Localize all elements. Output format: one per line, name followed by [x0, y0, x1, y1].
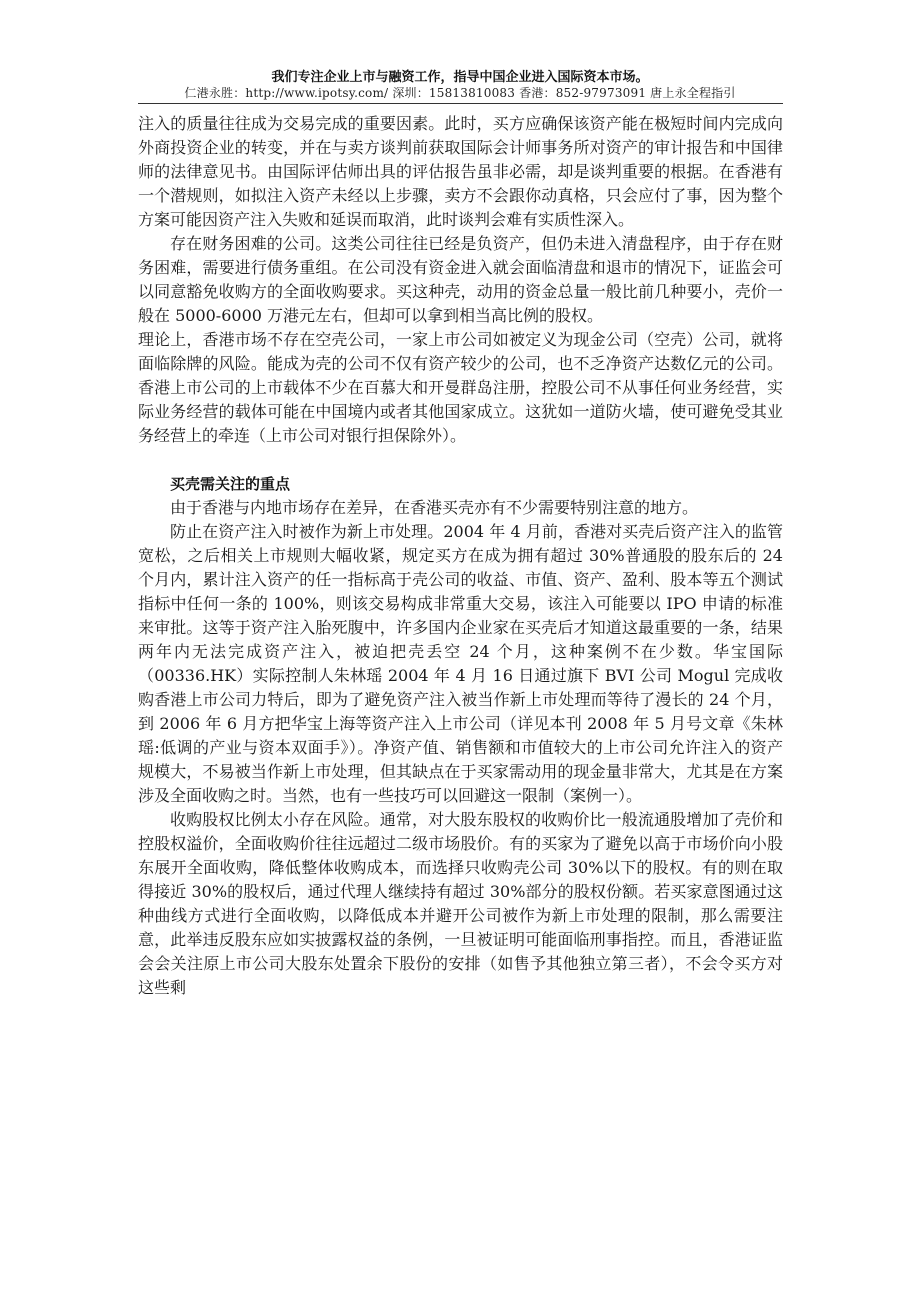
paragraph-market-differences: 由于香港与内地市场存在差异，在香港买壳亦有不少需要特别注意的地方。 — [170, 498, 699, 517]
header-title: 我们专注企业上市与融资工作，指导中国企业进入国际资本市场。 — [271, 70, 649, 85]
paragraph-financially-troubled-companies: 存在财务困难的公司。这类公司往往已经是负资产，但仍未进入清盘程序，由于存在财务困难，需要进行债务重组。在公司没有资金进入就会面临清盘和退市的情况下，证监会可以同意豁免收购方的全面收购要求。买这种壳，动用的资金总量一般比前几种要小，壳价一般在 5000-6000 万港元左右，但却可以拿到相当高比例的股权。 — [138, 234, 783, 325]
paragraph-new-listing-treatment: 防止在资产注入时被作为新上市处理。2004 年 4 月前，香港对买壳后资产注入的监管宽松，之后相关上市规则大幅收紧，规定买方在成为拥有超过 30%普通股的股东后的 24 个月内，累计注入资产的任一指标高于壳公司的收益、市值、资产、盈利、股本等五个测试指标中任何一条的 100%，则该交易构成非常重大交易，该注入可能要以 IPO 申请的标准来审批。这等于资产注入胎死腹中，许多国内企业家在买壳后才知道这最重要的一条，结果两年内无法完成资产注入，被迫把壳丢空 24 个月，这种案例不在少数。华宝国际（00336.HK）实际控制人朱林瑶 2004 年 4 月 16 日通过旗下 BVI 公司 Mogul 完成收购香港上市公司力特后，即为了避免资产注入被当作新上市处理而等待了漫长的 24 个月，到 2006 年 6 月方把华宝上海等资产注入上市公司（详见本刊 2008 年 5 月号文章《朱林瑶:低调的产业与资本双面手》）。净资产值、销售额和市值较大的上市公司允许注入的资产规模大，不易被当作新上市处理，但其缺点在于买家需动用的现金量非常大，尤其是在方案涉及全面收购之时。当然，也有一些技巧可以回避这一限制（案例一）。 — [138, 522, 783, 805]
paragraph-shell-company-theory: 理论上，香港市场不存在空壳公司，一家上市公司如被定义为现金公司（空壳）公司，就将面临除牌的风险。能成为壳的公司不仅有资产较少的公司，也不乏净资产达数亿元的公司。香港上市公司的上市载体不少在百慕大和开曼群岛注册，控股公司不从事任何业务经营，实际业务经营的载体可能在中国境内或者其他国家成立。这犹如一道防火墙，使可避免受其业务经营上的牵连（上市公司对银行担保除外）。 — [138, 330, 783, 445]
paragraph-asset-injection-quality: 注入的质量往往成为交易完成的重要因素。此时，买方应确保该资产能在极短时间内完成向外商投资企业的转变，并在与卖方谈判前获取国际会计师事务所对资产的审计报告和中国律师的法律意见书。由国际评估师出具的评估报告虽非必需，却是谈判重要的根据。在香港有一个潜规则，如拟注入资产未经以上步骤，卖方不会跟你动真格，只会应付了事，因为整个方案可能因资产注入失败和延误而取消，此时谈判会难有实质性深入。 — [138, 114, 783, 229]
page-header — [0, 0, 920, 108]
paragraph-stake-size-risk: 收购股权比例太小存在风险。通常，对大股东股权的收购价比一般流通股增加了壳价和控股权溢价，全面收购价往往远超过二级市场股价。有的买家为了避免以高于市场价向小股东展开全面收购，降低整体收购成本，而选择只收购壳公司 30%以下的股权。有的则在取得接近 30%的股权后，通过代理人继续持有超过 30%部分的股权份额。若买家意图通过这种曲线方式进行全面收购，以降低成本并避开公司被作为新上市处理的限制，那么需要注意，此举违反股东应如实披露权益的条例，一旦被证明可能面临刑事指控。而且，香港证监会会关注原上市公司大股东处置余下股份的安排（如售予其他独立第三者），不会令买方对这些剩 — [138, 810, 783, 997]
header-divider — [138, 103, 783, 104]
paragraph-spacer — [138, 448, 783, 472]
header-contact-line: 仁港永胜：http://www.ipotsy.com/ 深圳：15813810083 香港：852-97973091 唐上永全程指引 — [184, 86, 736, 100]
section-heading: 买壳需关注的重点 — [170, 475, 291, 493]
article-body — [138, 112, 783, 1000]
